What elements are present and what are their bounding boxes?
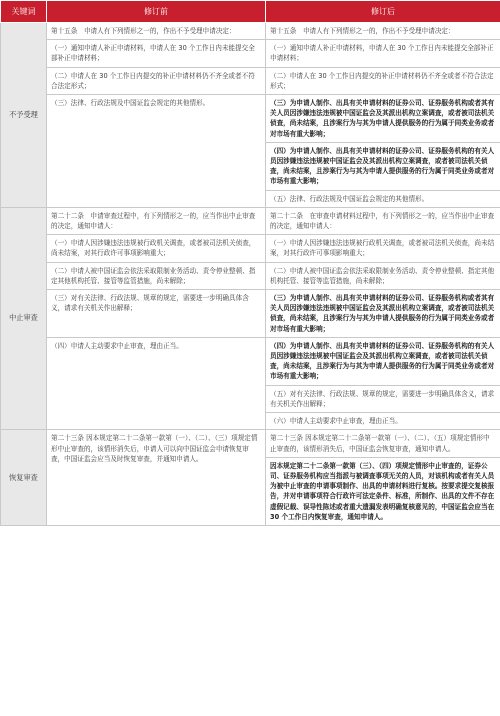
before-cell: （二）申请人被中国证监会依法采取限制业务活动、责令停业整顿、指定其他机构托管、接管等监管措施，尚未解除；: [47, 262, 266, 289]
after-cell: （五）法律、行政法规及中国证监会规定的其他情形。: [266, 190, 500, 207]
before-cell: （三）法律、行政法规及中国证监会规定的其他情形。: [47, 95, 266, 208]
table-row: [1, 207, 500, 234]
after-cell: （六）申请人主动要求中止审查，理由正当。: [266, 413, 500, 430]
table-row: [1, 67, 500, 94]
after-cell: （五）对有关法律、行政法规、规章的规定，需要进一步明确具体含义，请求有关机关作出解释；: [266, 385, 500, 412]
table-row: [1, 40, 500, 67]
before-cell: （二）申请人在 30 个工作日内提交的补正申请材料仍不齐全或者不符合法定形式；: [47, 67, 266, 94]
table-row: [1, 290, 500, 338]
header-before: 修订前: [47, 1, 266, 23]
table-row: [1, 262, 500, 289]
table-row: [1, 430, 500, 457]
table-row: [1, 235, 500, 262]
before-cell: （四）申请人主动要求中止审查，理由正当。: [47, 337, 266, 429]
before-cell: 第十五条 申请人有下列情形之一的，作出不予受理申请决定：: [47, 23, 266, 40]
after-cell: 第二十三条 因本规定第二十二条第一款第（一）、（二）、（五）项规定情形中止审查的，该情形消失后，中国证监会恢复审查，通知申请人。: [266, 430, 500, 457]
after-cell: （二）申请人被中国证监会依法采取限制业务活动、责令停业整顿、指定其他机构托管、接管等监管措施，尚未解除；: [266, 262, 500, 289]
keyword-cell: 中止审查: [1, 207, 47, 429]
after-cell: 第十五条 申请人有下列情形之一的，作出不予受理申请决定：: [266, 23, 500, 40]
before-cell: 第二十二条 申请审查过程中，有下列情形之一的，应当作出中止审查的决定，通知申请人：: [47, 207, 266, 234]
after-cell: （三）为申请人制作、出具有关申请材料的证券公司、证券服务机构或者其有关人员因涉嫌违法违规被中国证监会及其派出机构立案调查，或者被司法机关侦查，尚未结案，且涉案行为与其为申请人提供服务的行为属于同类业务或者对市场有重大影响；: [266, 95, 500, 143]
header-keyword: 关键词: [1, 1, 47, 23]
after-cell: （一）申请人因涉嫌违法违规被行政机关调查，或者被司法机关侦查，尚未结案，对其行政许可事项影响重大；: [266, 235, 500, 262]
after-cell: （四）为申请人制作、出具有关申请材料的证券公司、证券服务机构的有关人员因涉嫌违法违规被中国证监会及其派出机构立案调查，或者被司法机关侦查，尚未结案，且涉案行为与其为申请人提供服务的行为属于同类业务或者对市场有重大影响；: [266, 142, 500, 190]
after-cell: （四）为申请人制作、出具有关申请材料的证券公司、证券服务机构的有关人员因涉嫌违法违规被中国证监会及其派出机构立案调查，或者被司法机关侦查，尚未结案，且涉案行为与其为申请人提供服务的行为属于同类业务或者对市场有重大影响；: [266, 337, 500, 385]
before-cell: 第二十三条 因本规定第二十二条第一款第（一）、（二）、（三）项规定情形中止审查的，该情形消失后，申请人可以向中国证监会申请恢复审查，中国证监会应当及时恢复审查，并通知申请人。: [47, 430, 266, 526]
after-cell: 第二十二条 在审查申请材料过程中，有下列情形之一的，应当作出中止审查的决定，通知申请人：: [266, 207, 500, 234]
table-row: [1, 23, 500, 40]
before-cell: （一）通知申请人补正申请材料，申请人在 30 个工作日内未能提交全部补正申请材料；: [47, 40, 266, 67]
table-row: [1, 95, 500, 143]
keyword-cell: 不予受理: [1, 23, 47, 208]
keyword-cell: 恢复审查: [1, 430, 47, 526]
header-after: 修订后: [266, 1, 500, 23]
after-cell: （三）为申请人制作、出具有关申请材料的证券公司、证券服务机构或者其有关人员因涉嫌违法违规被中国证监会及其派出机构立案调查，或者被司法机关侦查，尚未结案，且涉案行为与其为申请人提供服务的行为属于同类业务或者对市场有重大影响；: [266, 290, 500, 338]
after-cell: （二）申请人在 30 个工作日内提交的补正申请材料仍不齐全或者不符合法定形式；: [266, 67, 500, 94]
after-cell: 因本规定第二十二条第一款第（三）、（四）项规定情形中止审查的，证券公司、证券服务机构应当指派与被调查事项无关的人员，对该机构或者有关人员为被中止审查的申请事项制作、出具的申请材料进行复核。按要求提交复核报告，并对申请事项符合行政许可法定条件、标准，所制作、出具的文件不存在虚假记载、误导性陈述或者重大遗漏发表明确复核意见的，中国证监会应当在 30 个工作日内恢复审查，通知申请人。: [266, 457, 500, 525]
before-cell: （一）申请人因涉嫌违法违规被行政机关调查，或者被司法机关侦查，尚未结案，对其行政许可事项影响重大；: [47, 235, 266, 262]
before-cell: （三）对有关法律、行政法规、规章的规定，需要进一步明确具体含义，请求有关机关作出解释；: [47, 290, 266, 338]
table-header: [1, 1, 500, 23]
after-cell: （一）通知申请人补正申请材料，申请人在 30 个工作日内未能提交全部补正申请材料；: [266, 40, 500, 67]
table-row: [1, 337, 500, 385]
